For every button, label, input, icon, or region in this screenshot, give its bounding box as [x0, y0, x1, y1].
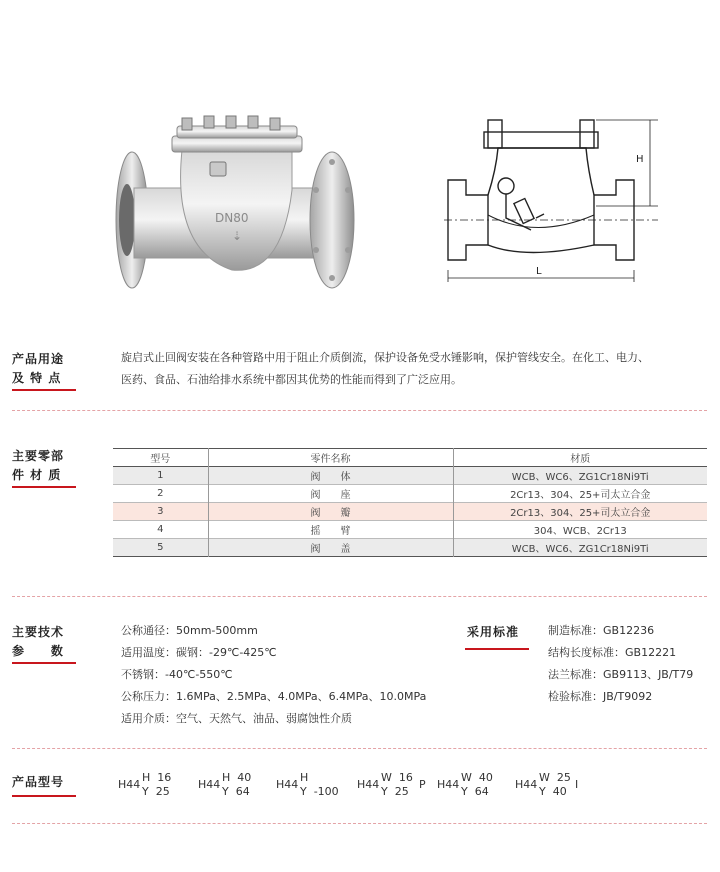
- cell-part-name: 阀 体: [208, 467, 453, 485]
- cell-model: 4: [157, 524, 164, 535]
- table-row: [113, 539, 707, 557]
- standard-line: 检验标准：JB/T9092: [548, 690, 653, 703]
- divider: [12, 823, 707, 824]
- cross-section-drawing: [436, 110, 666, 290]
- divider: [12, 748, 707, 749]
- standards-section-title: 采用标准: [467, 625, 520, 639]
- cell-part-name: 阀 盖: [208, 539, 453, 557]
- params-title-line-2: 参 数: [12, 644, 64, 658]
- model-code: [276, 771, 356, 801]
- model-code: [515, 771, 593, 801]
- model-code: [437, 771, 507, 801]
- cell-model: 2: [157, 488, 164, 499]
- usage-section-title: [12, 350, 64, 388]
- model-suffix: I: [575, 778, 579, 791]
- divider: [12, 596, 707, 597]
- model-sup: W 16: [381, 771, 413, 784]
- cell-material: 304、WCB、2Cr13: [453, 521, 707, 539]
- model-sub: Y 25: [381, 785, 409, 798]
- model-sup: W 40: [461, 771, 493, 784]
- model-suffix: P: [419, 778, 426, 791]
- params-title-line-1: 主要技术: [12, 625, 65, 639]
- param-line: 公称压力：1.6MPa、2.5MPa、4.0MPa、6.4MPa、10.0MPa: [121, 690, 427, 703]
- usage-title-line-2: 及 特 点: [12, 371, 62, 385]
- model-base: H44: [198, 778, 221, 791]
- model-sup: H: [300, 771, 309, 784]
- model-base: H44: [437, 778, 460, 791]
- model-sup: H 16: [142, 771, 172, 784]
- usage-text: [121, 347, 711, 391]
- model-sub: Y 64: [222, 785, 250, 798]
- models-section-title: 产品型号: [12, 775, 65, 789]
- parts-title-rule: [12, 486, 76, 488]
- standard-line: 结构长度标准：GB12221: [548, 646, 677, 659]
- model-sub: Y -100: [300, 785, 339, 798]
- standard-line: 法兰标准：GB9113、JB/T79: [548, 668, 694, 681]
- standard-line: 制造标准：GB12236: [548, 624, 655, 637]
- model-base: H44: [276, 778, 299, 791]
- model-sub: Y 64: [461, 785, 489, 798]
- model-base: H44: [515, 778, 538, 791]
- model-base: H44: [357, 778, 380, 791]
- header-part-name: 零件名称: [208, 449, 453, 467]
- divider: [12, 410, 707, 411]
- casting-mark: DN80: [215, 211, 249, 225]
- table-header-row: [113, 449, 707, 467]
- parts-title-line-1: 主要零部: [12, 449, 65, 463]
- table-row: [113, 503, 707, 521]
- model-sub: Y 40: [539, 785, 567, 798]
- cell-material: 2Cr13、304、25+司太立合金: [453, 503, 707, 521]
- header-model: 型号: [150, 454, 171, 465]
- usage-text-line-1: 旋启式止回阀安装在各种管路中用于阻止介质倒流，保护设备免受水锤影响，保护管线安全。在化工、电力、: [121, 351, 649, 364]
- parts-title-line-2: 件 材 质: [12, 468, 62, 482]
- model-sup: W 25: [539, 771, 571, 784]
- param-line: 不锈钢：-40℃-550℃: [121, 668, 233, 681]
- cell-part-name: 阀 座: [208, 485, 453, 503]
- parts-table: [113, 448, 707, 557]
- dimension-l-label: L: [536, 266, 542, 277]
- usage-title-line-1: 产品用途: [12, 352, 65, 366]
- cell-model: 3: [157, 506, 164, 517]
- model-code: [357, 771, 435, 801]
- params-title-rule: [12, 662, 76, 664]
- param-line: 公称通径：50mm-500mm: [121, 624, 258, 637]
- table-row: [113, 467, 707, 485]
- table-row: [113, 485, 707, 503]
- models-title-rule: [12, 795, 76, 797]
- cell-material: WCB、WC6、ZG1Cr18Ni9Ti: [453, 467, 707, 485]
- usage-title-rule: [12, 389, 76, 391]
- model-code: [198, 771, 268, 801]
- params-section-title: [12, 623, 64, 661]
- cell-material: 2Cr13、304、25+司太立合金: [453, 485, 707, 503]
- table-row: [113, 521, 707, 539]
- standards-title-rule: [465, 648, 529, 650]
- cell-material: WCB、WC6、ZG1Cr18Ni9Ti: [453, 539, 707, 557]
- cell-part-name: 阀 瓣: [208, 503, 453, 521]
- header-material: 材质: [453, 449, 707, 467]
- dimension-h-label: H: [636, 154, 644, 165]
- model-sub: Y 25: [142, 785, 170, 798]
- model-base: H44: [118, 778, 141, 791]
- usage-text-line-2: 医药、食品、石油给排水系统中都因其优势的性能而得到了广泛应用。: [121, 373, 462, 386]
- parts-section-title: [12, 447, 64, 485]
- svg-text:⇣: ⇣: [232, 229, 243, 243]
- param-line: 适用介质：空气、天然气、油品、弱腐蚀性介质: [121, 712, 352, 725]
- cell-part-name: 摇 臂: [208, 521, 453, 539]
- param-line: 适用温度：碳钢：-29℃-425℃: [121, 646, 277, 659]
- valve-photo: [112, 110, 362, 300]
- model-sup: H 40: [222, 771, 252, 784]
- model-code: [118, 771, 188, 801]
- cell-model: 5: [157, 542, 164, 553]
- cell-model: 1: [157, 470, 164, 481]
